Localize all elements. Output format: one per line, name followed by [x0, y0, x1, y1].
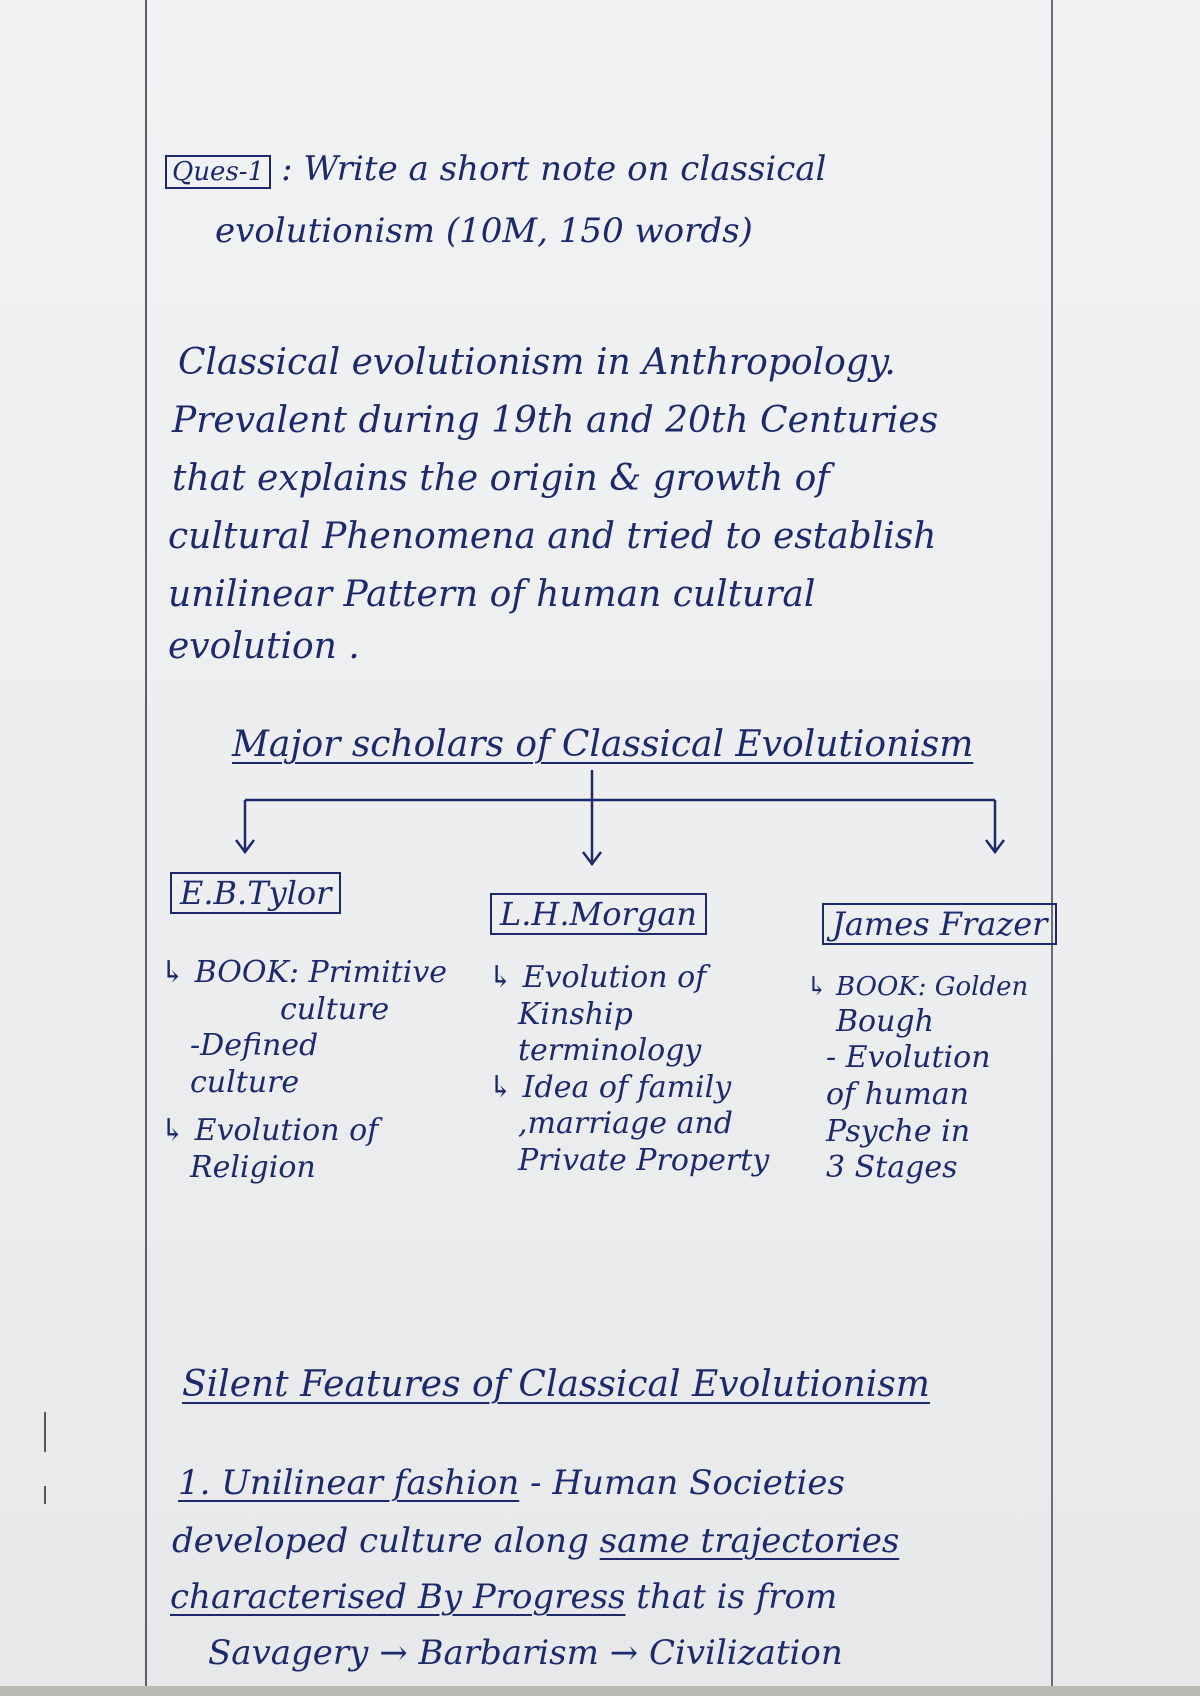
frazer-note-6: 3 Stages — [826, 1150, 958, 1186]
frazer-note-5: Psyche in — [826, 1113, 971, 1149]
question-label: Ques-1 — [165, 155, 271, 189]
tylor-note-3: -Defined — [190, 1028, 319, 1064]
tylor-note-2: culture — [280, 991, 390, 1027]
feature1-line3-u: characterised By Progress — [170, 1577, 626, 1617]
morgan-note-6: Private Property — [518, 1142, 770, 1178]
tylor-note-1: ↳ BOOK: Primitive — [160, 955, 448, 990]
tylor-note-6: Religion — [190, 1149, 316, 1185]
question-line-2: evolutionism (10M, 150 words) — [215, 211, 753, 251]
frazer-note-3: - Evolution — [826, 1040, 991, 1076]
feature1-term: 1. Unilinear fashion — [178, 1463, 520, 1503]
scholar-tylor-name: E.B.Tylor — [170, 872, 341, 914]
feature1-line-1 — [178, 1462, 845, 1505]
feature1-line-4: Savagery → Barbarism → Civilization — [208, 1633, 843, 1673]
intro-line-3: that explains the origin & growth of — [172, 458, 830, 499]
scholar-frazer-notes — [806, 972, 1028, 1187]
tylor-note-5: ↳ Evolution of — [160, 1113, 379, 1149]
intro-line-5: unilinear Pattern of human cultural — [168, 574, 816, 615]
feature1-line2-u: same trajectories — [599, 1521, 900, 1561]
intro-line-2: Prevalent during 19th and 20th Centuries — [172, 400, 939, 441]
morgan-note-2: Kinship — [518, 996, 633, 1032]
scholars-heading: Major scholars of Classical Evolutionism — [232, 724, 974, 765]
feature1-line2-a: developed culture along — [172, 1521, 600, 1561]
scholar-frazer-name: James Frazer — [822, 903, 1057, 945]
features-heading: Silent Features of Classical Evolutionism — [182, 1364, 930, 1405]
feature1-line1-rest: - Human Societies — [519, 1463, 845, 1503]
morgan-note-5: ,marriage and — [518, 1106, 733, 1142]
page-bottom-edge — [0, 1686, 1200, 1696]
feature1-line3-rest: that is from — [625, 1577, 838, 1617]
intro-line-6: evolution . — [168, 626, 360, 667]
intro-line-1: Classical evolutionism in Anthropology. — [178, 342, 896, 383]
scholar-morgan-notes — [488, 960, 769, 1180]
frazer-note-2: Bough — [836, 1003, 934, 1039]
margin-mark-1 — [44, 1412, 46, 1452]
morgan-note-4: ↳ Idea of family — [488, 1069, 732, 1105]
morgan-note-1: ↳ Evolution of — [488, 960, 707, 995]
feature1-line-2 — [172, 1520, 899, 1563]
scholar-tylor-notes — [160, 955, 447, 1187]
margin-mark-2 — [44, 1486, 46, 1504]
feature1-line-3 — [170, 1576, 837, 1619]
scholar-morgan-name: L.H.Morgan — [490, 893, 707, 935]
morgan-note-3: terminology — [518, 1033, 702, 1069]
intro-line-4: cultural Phenomena and tried to establish — [168, 516, 937, 557]
frazer-note-4: of human — [826, 1076, 969, 1112]
question-text-1: : Write a short note on classical — [281, 149, 827, 189]
frazer-note-1: ↳ BOOK: Golden — [806, 972, 1029, 1002]
tylor-note-4: culture — [190, 1064, 300, 1100]
